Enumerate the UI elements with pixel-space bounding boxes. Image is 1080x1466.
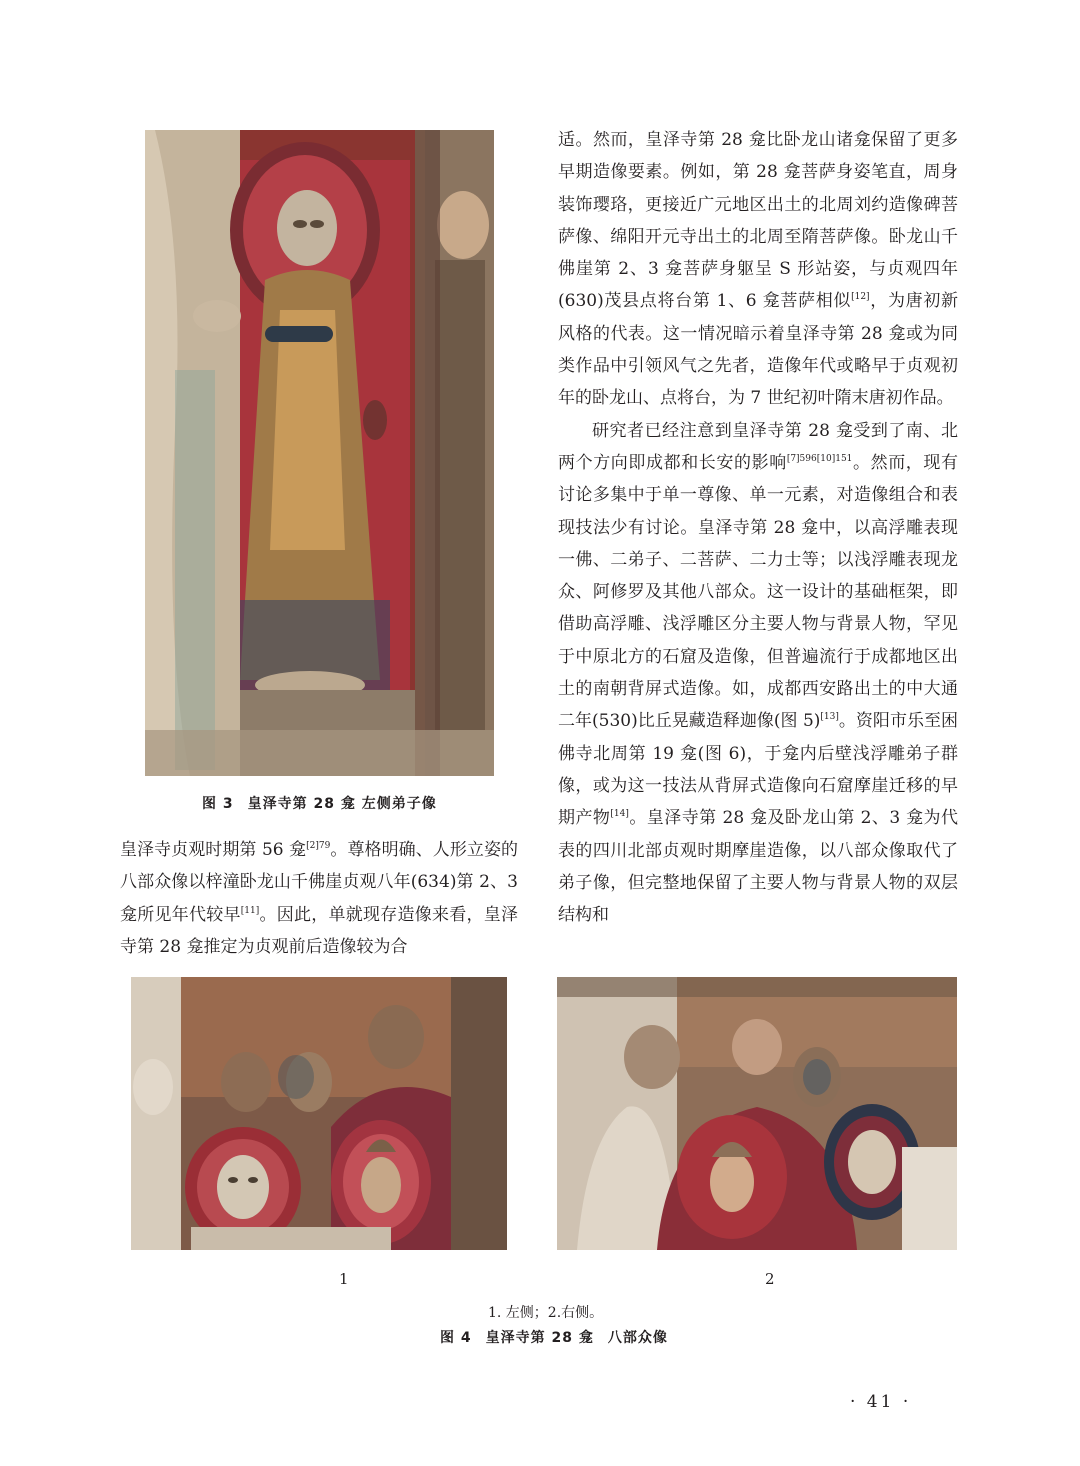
citation: [7]596[10]151: [786, 453, 853, 464]
figure4-photo-left: [131, 977, 507, 1250]
figure-number: 图 4: [440, 1330, 472, 1346]
figure4-note: 1. 左侧；2.右侧。: [488, 1305, 604, 1321]
figure-title: 皇泽寺第 28 龛: [485, 1330, 594, 1346]
citation: [11]: [240, 905, 260, 916]
figure4-sublabel-1: 1: [339, 1270, 349, 1288]
figure4-sublabel-2: 2: [765, 1270, 775, 1288]
citation: [12]: [851, 292, 870, 303]
right-column-text: [558, 124, 958, 931]
figure3-caption: [202, 793, 437, 813]
right-paragraph-2: 研究者已经注意到皇泽寺第 28 龛受到了南、北两个方向即成都和长安的影响$^{[7]596[10]151}$。然而，现有讨论多集中于单一尊像、单一元素，对造像组合和表现技法少有讨论。皇泽寺第 28 龛中，以高浮雕表现一佛、二弟子、二菩萨、二力士等；以浅浮雕表现龙众、阿修罗及其他八部众。这一设计的基础框架，即借助高浮雕、浅浮雕区分主要人物与背景人物，罕见于中原北方的石窟及造像，但普遍流行于成都地区出土的南朝背屏式造像。如，成都西安路出土的中大通二年(530)比丘晃藏造释迦像(图 5)[13]。资阳市乐至困佛寺北周第 19 龛(图 6)，于龛内后壁浅浮雕弟子群像，或为这一技法从背屏式造像向石窟摩崖迁移的早期产物[14]。皇泽寺第 28 龛及卧龙山第 2、3 龛为代表的四川北部贞观时期摩崖造像，以八部众像取代了弟子像，但完整地保留了主要人物与背景人物的双层结构和: [558, 420, 959, 926]
figure-title: 八部众像: [607, 1330, 668, 1346]
left-paragraph: 皇泽寺贞观时期第 56 龛$^{[2]79}$。尊格明确、人形立姿的八部众像以梓潼卧龙山千佛崖贞观八年(634)第 2、3 龛所见年代较早[11]。因此，单就现存造像来看，皇泽寺第 28 龛推定为贞观前后造像较为合: [120, 840, 519, 957]
citation: [14]: [610, 809, 629, 820]
figure4-photo-right: [557, 977, 957, 1250]
figure3-photo: [145, 130, 494, 776]
citation: [13]: [820, 712, 839, 723]
page-number: · 41 ·: [850, 1392, 912, 1412]
figure-number: 图 3: [202, 796, 234, 812]
figure-title: 皇泽寺第 28 龛 左侧弟子像: [247, 796, 437, 812]
right-paragraph-1: 适。然而，皇泽寺第 28 龛比卧龙山诸龛保留了更多早期造像要素。例如，第 28 龛菩萨身姿笔直，周身装饰璎珞，更接近广元地区出土的北周刘约造像碑菩萨像、绵阳开元寺出土的北周至隋菩萨像。卧龙山千佛崖第 2、3 龛菩萨身躯呈 S 形站姿，与贞观四年(630)茂县点将台第 1、6 龛菩萨相似[12]，为唐初新风格的代表。这一情况暗示着皇泽寺第 28 龛或为同类作品中引领风气之先者，造像年代或略早于贞观初年的卧龙山、点将台，为 7 世纪初叶隋末唐初作品。: [558, 130, 958, 409]
citation: [2]79: [306, 841, 331, 851]
left-column-text: [120, 834, 518, 963]
figure4-caption: [440, 1327, 668, 1347]
